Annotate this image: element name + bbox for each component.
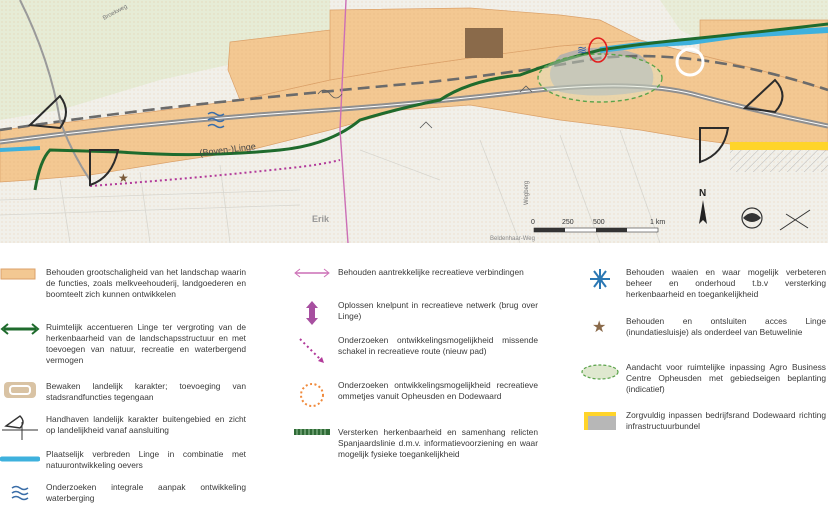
svg-text:N: N: [699, 188, 707, 199]
legend-text: Onderzoeken ontwikkelingsmogelijkheid missende schakel in recreatieve route (nieuw pad): [338, 335, 538, 356]
svg-text:500: 500: [593, 219, 605, 226]
legend-item-windmill: [580, 267, 826, 303]
legend-text: Onderzoeken ontwikkelingsmogelijkheid recreatieve ommetjes vanuit Opheusden en Dodewaard: [338, 380, 538, 401]
legend-text: Aandacht voor ruimtelijke inpassing Agro Business Centre Opheusden met gebiedseigen beplanting (indicatief): [626, 362, 826, 394]
water-storage-icon: [0, 482, 40, 504]
legend-text: Oplossen knelpunt in recreatieve netwerk (brug over Linge): [338, 300, 538, 321]
place-label: Erik: [312, 214, 330, 224]
agro-business-icon: [580, 362, 624, 382]
legend-item-agri: [0, 267, 246, 311]
linge-arrow-icon: [0, 322, 40, 336]
legend-item-character: [0, 381, 246, 405]
street-label: Beldenhaar-Weg: [490, 236, 535, 242]
legend-text: Behouden grootschaligheid van het landschap waarin de functies, zoals melkveehouderij, landgoederen en boomteelt zich kunnen ontwikkelen: [46, 267, 246, 299]
viewpoint-icon: [0, 414, 40, 442]
widen-linge-icon: [0, 449, 40, 465]
road-label-broekweg: Broekweg: [102, 3, 129, 22]
missing-link-icon: [292, 335, 332, 365]
legend-text: Bewaken landelijk karakter; toevoeging van stadsrandfuncties tegengaan: [46, 381, 246, 402]
widen-linge-west: [0, 148, 40, 150]
legend-text: Handhaven landelijk karakter buitengebied en zicht op landelijkheid vanaf aansluiting: [46, 414, 246, 435]
legend-item-missing-link: [292, 335, 540, 371]
sluice-icon: [580, 316, 620, 336]
road-label-wegberg: Wegberg: [524, 180, 530, 205]
legend-text: Behouden aantrekkelijke recreatieve verbindingen: [338, 267, 524, 277]
legend-item-loop: [292, 380, 540, 416]
legend-item-sluice: [580, 316, 826, 352]
recreation-loop-icon: [292, 380, 332, 410]
legend-item-spanjaard: [292, 427, 540, 471]
map-windmill-icon: ≋: [577, 43, 588, 57]
bottleneck-icon: [292, 300, 332, 326]
svg-text:★: ★: [592, 319, 607, 336]
legend-text: Behouden waaien en waar mogelijk verbeteren beheer en onderhoud t.b.v versterking herkenbaarheid en toegankelijkheid: [626, 267, 826, 299]
legend-item-linge: [0, 322, 246, 377]
legend-text: Plaatselijk verbreden Linge in combinatie met natuurontwikkeling oevers: [46, 449, 246, 470]
legend-text: Onderzoeken integrale aanpak ontwikkeling waterberging: [46, 482, 246, 503]
legend-item-agro: [580, 362, 826, 398]
industrial-area: [730, 150, 828, 172]
legend-item-company: [580, 410, 826, 434]
legend-item-view: [0, 414, 246, 438]
legend-text: Zorgvuldig inpassen bedrijfsrand Dodewaard richting infrastructuurbundel: [626, 410, 826, 431]
legend-item-widen: [0, 449, 246, 473]
svg-text:250: 250: [562, 219, 574, 226]
legend-text: Ruimtelijk accentueren Linge ter vergroting van de herkenbaarheid van de landschapsstructuur en met toevoegen van natuur, recreatie en waterbergend vermogen: [46, 322, 246, 365]
svg-text:0: 0: [531, 219, 535, 226]
legend-item-water: [0, 482, 246, 506]
legend-item-bottleneck: [292, 300, 540, 324]
spanjaardslinie-icon: [292, 427, 332, 437]
company-edge: [730, 142, 828, 150]
map: [0, 0, 828, 243]
svg-text:1 km: 1 km: [650, 219, 666, 226]
map-sluice-icon: ★: [118, 171, 129, 185]
landscape-character-icon: [0, 381, 40, 399]
river-label: (Boven-)Linge: [199, 141, 257, 158]
company-edge-icon: [580, 410, 620, 432]
legend-text: Versterken herkenbaarheid en samenhang relicten Spanjaardslinie d.m.v. informatievoorziening en waar mogelijk fysieke toegankelijkheid: [338, 427, 538, 459]
brown-block: [465, 28, 503, 58]
legend-text: Behouden en ontsluiten acces Linge (inundatiesluisje) als onderdeel van Betuwelinie: [626, 316, 826, 337]
agri-landscape-swatch-icon: [0, 267, 38, 281]
windmill-icon: [580, 267, 620, 291]
legend-item-recreation-link: [292, 267, 540, 291]
recreation-link-icon: [292, 267, 332, 279]
